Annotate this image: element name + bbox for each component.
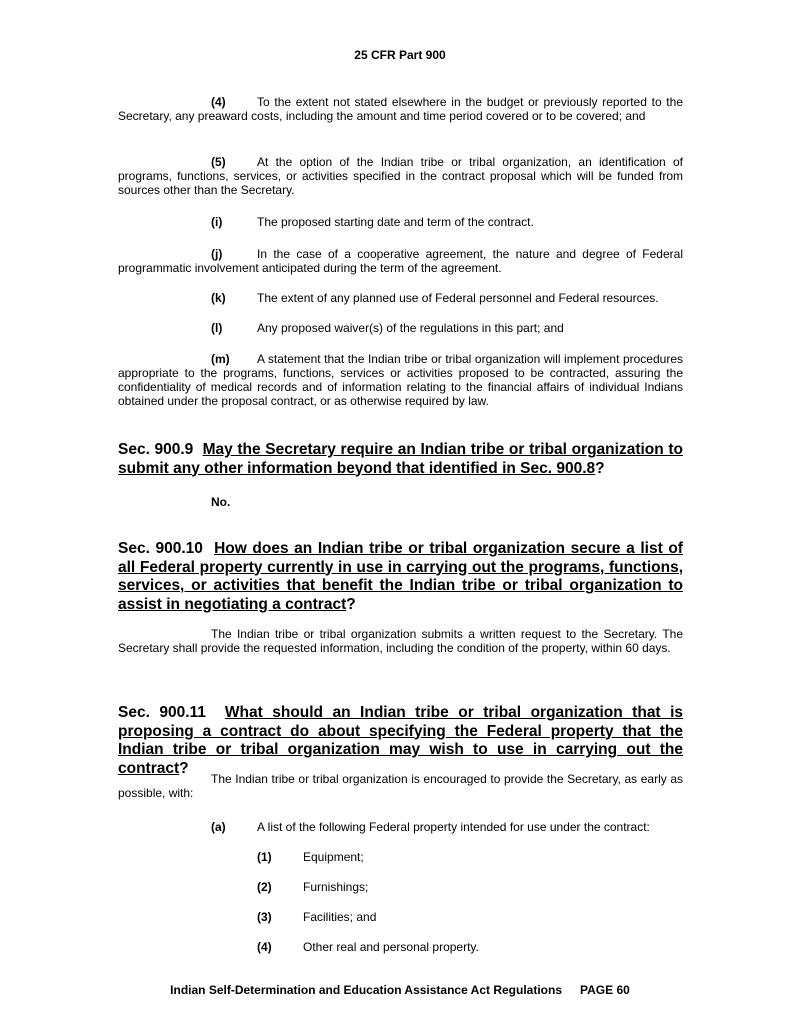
answer-text: The Indian tribe or tribal organization submits a written request to the Secretary. The Secretary shall provide the requested information, including the condition of the property, within 60 days. [118,627,683,655]
section-number: Sec. 900.9 [118,441,194,458]
list-text: A list of the following Federal property intended for use under the contract: [257,820,650,834]
paragraph-i [118,215,683,229]
paragraph-text: At the option of the Indian tribe or tribal organization, an identification of programs, functions, services, or activities specified in the contract proposal which will be funded from sources other than the Secretary. [118,155,683,197]
section-title: What should an Indian tribe or tribal organization that is proposing a contract do about specifying the Federal property that the Indian tribe or tribal organization may wish to use in carrying out the contract [118,704,683,777]
section-answer-900-9 [118,495,683,509]
section-title: How does an Indian tribe or tribal organization secure a list of all Federal property currently in use in carrying out the programs, functions, services, or activities that benefit the Indian tribe or tribal organization to assist in negotiating a contract [118,540,683,613]
section-title: May the Secretary require an Indian tribe or tribal organization to submit any other information beyond that identified in Sec. 900.8 [118,441,683,477]
paragraph-text: The extent of any planned use of Federal personnel and Federal resources. [257,291,659,305]
list-text: Furnishings; [303,880,369,894]
section-heading-900-10 [118,540,683,614]
paragraph-k [118,291,683,305]
paragraph-text: To the extent not stated elsewhere in the budget or previously reported to the Secretary, any preaward costs, including the amount and time period covered or to be covered; and [118,95,683,123]
list-subitem [118,940,683,954]
answer-text: No. [211,495,231,509]
list-label: (2) [257,880,272,894]
list-text: Equipment; [303,850,364,864]
page-footer [0,983,800,997]
paragraph-label: (m) [211,352,230,366]
list-label: (3) [257,910,272,924]
paragraph-label: (j) [211,247,223,261]
section-heading-900-9 [118,441,683,478]
paragraph-text: A statement that the Indian tribe or tribal organization will implement procedures appropriate to the programs, functions, services or activities proposed to be contracted, assuring the confidentiality of medical records and of information relating to the financial affairs of individual Indians obtained under the proposal contract, or as otherwise required by law. [118,352,683,408]
list-subitem [118,850,683,864]
question-mark: ? [346,595,356,613]
list-text: Other real and personal property. [303,940,479,954]
list-subitem [118,910,683,924]
section-number: Sec. 900.10 [118,540,203,557]
section-answer-900-11 [118,772,683,800]
answer-text: The Indian tribe or tribal organization is encouraged to provide the Secretary, as early as possible, with: [118,772,683,800]
paragraph-label: (k) [211,291,226,305]
question-mark: ? [179,759,189,777]
paragraph-label: (5) [211,155,226,169]
paragraph-4 [118,95,683,123]
paragraph-label: (i) [211,215,223,229]
list-label: (4) [257,940,272,954]
section-heading-900-11 [118,704,683,778]
paragraph-m [118,352,683,408]
list-label: (a) [211,820,226,834]
paragraph-l [118,321,683,335]
list-text: Facilities; and [303,910,377,924]
page-header: 25 CFR Part 900 [354,48,446,62]
page-number: PAGE 60 [580,983,630,997]
paragraph-5 [118,155,683,197]
paragraph-label: (l) [211,321,223,335]
section-number: Sec. 900.11 [118,704,206,721]
paragraph-text: Any proposed waiver(s) of the regulations in this part; and [257,321,564,335]
footer-title: Indian Self-Determination and Education Assistance Act Regulations [170,983,563,997]
list-label: (1) [257,850,272,864]
paragraph-j [118,247,683,275]
section-answer-900-10 [118,627,683,655]
list-subitem [118,880,683,894]
paragraph-text: The proposed starting date and term of the contract. [257,215,534,229]
list-item-a [118,820,683,834]
paragraph-label: (4) [211,95,226,109]
paragraph-text: In the case of a cooperative agreement, the nature and degree of Federal programmatic involvement anticipated during the term of the agreement. [118,247,683,275]
question-mark: ? [595,459,605,477]
